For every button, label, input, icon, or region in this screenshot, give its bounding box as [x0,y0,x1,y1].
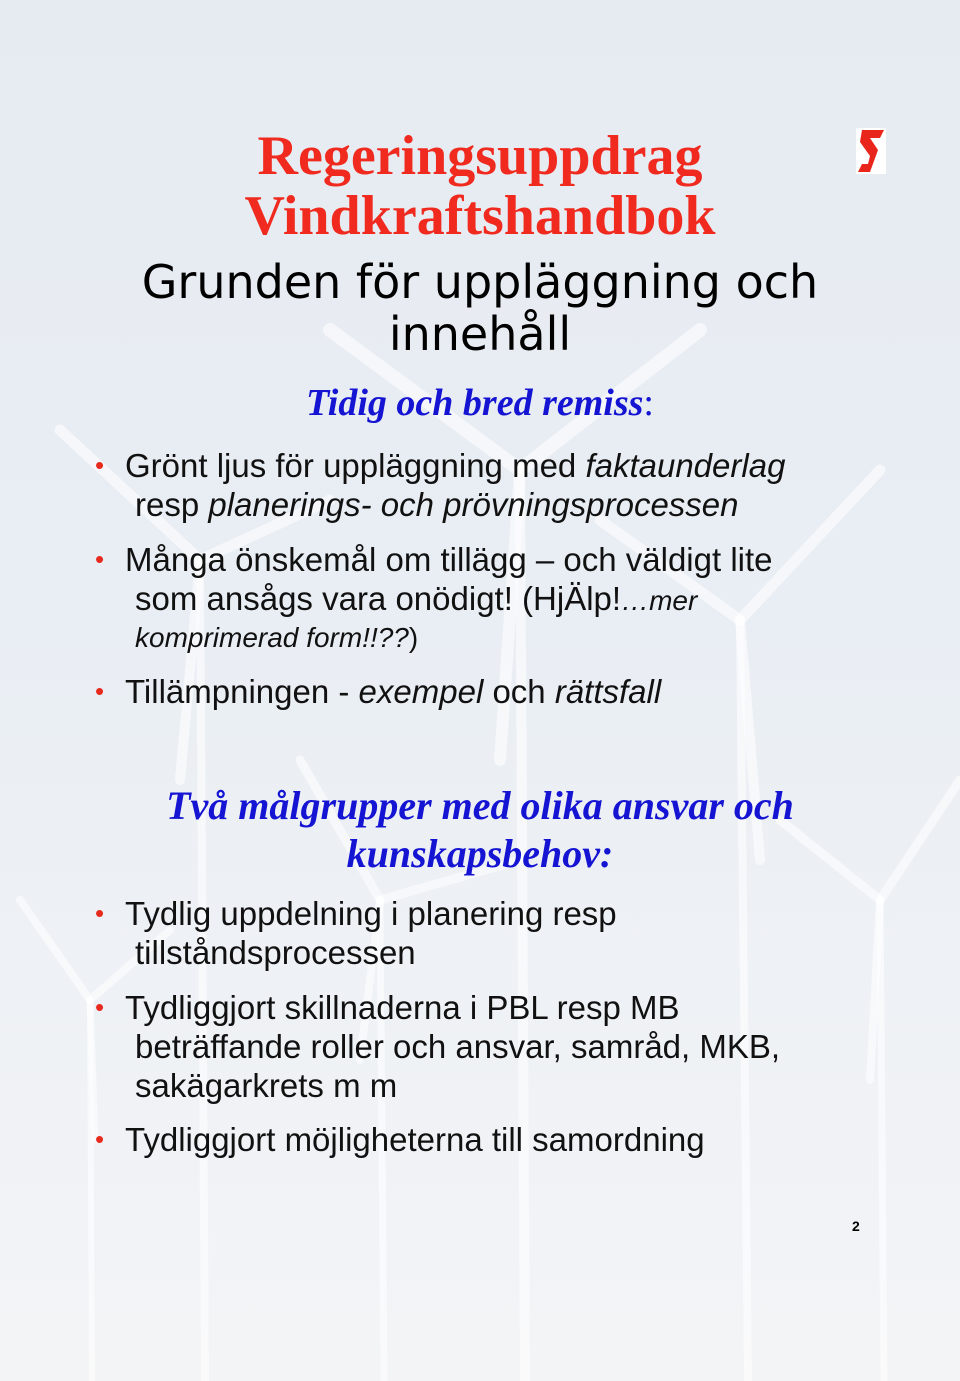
bullet-dot: • [95,450,105,480]
subtitle-line-2: innehåll [388,307,572,361]
bullet-text-italic: rättsfall [554,673,662,710]
subtitle-line-1: Grunden för uppläggning och [141,255,819,309]
bullet-text-italic: planerings- och prövningsprocessen [208,486,739,523]
bullet-text: Tydliggjort skillnaderna i PBL resp MB [125,989,680,1026]
bullet-dot: • [95,992,105,1022]
bullet-dot: • [95,898,105,928]
title-line-1: Regeringsuppdrag [257,125,703,187]
bullet-text: Tillämpningen - [125,673,359,710]
bullet-text: beträffande roller och ansvar, samråd, MKB, [135,1028,781,1065]
bullet-text: Tydlig uppdelning i planering resp [125,895,617,932]
bullet-dot: • [95,544,105,574]
section-heading-colon: : [643,382,654,424]
title-line-2: Vindkraftshandbok [244,185,716,247]
bullet-text: tillståndsprocessen [135,934,416,971]
section-heading-text: Tidig och bred remiss [306,382,644,424]
bullet-dot: • [95,1124,105,1154]
bullet-text: Tydliggjort möjligheterna till samordning [125,1121,705,1158]
bullet-dot: • [95,676,105,706]
section-heading-malgrupper-line-2: kunskapsbehov: [346,831,614,876]
section-heading-remiss [40,380,920,426]
bullet-text: Grönt ljus för uppläggning med [125,447,586,484]
bullet-text-italic: exempel [358,673,484,710]
red-s-logo-icon [856,128,886,174]
bullet-text-italic: …mer [621,585,698,616]
bullet-text-italic: komprimerad form!!?? [135,622,409,653]
bullet-text: och [483,673,555,710]
bullet-text: som ansågs vara onödigt! (HjÄlp! [135,580,622,617]
bullet-text-italic: faktaunderlag [585,447,786,484]
bullet-text: Många önskemål om tillägg – och väldigt lite [125,541,773,578]
bullet-text: sakägarkrets m m [135,1067,398,1104]
section-heading-malgrupper-line-1: Två målgrupper med olika ansvar och [166,783,794,828]
slide-number: 2 [852,1218,860,1234]
bullet-text: ) [408,622,419,653]
bullet-text: resp [135,486,209,523]
